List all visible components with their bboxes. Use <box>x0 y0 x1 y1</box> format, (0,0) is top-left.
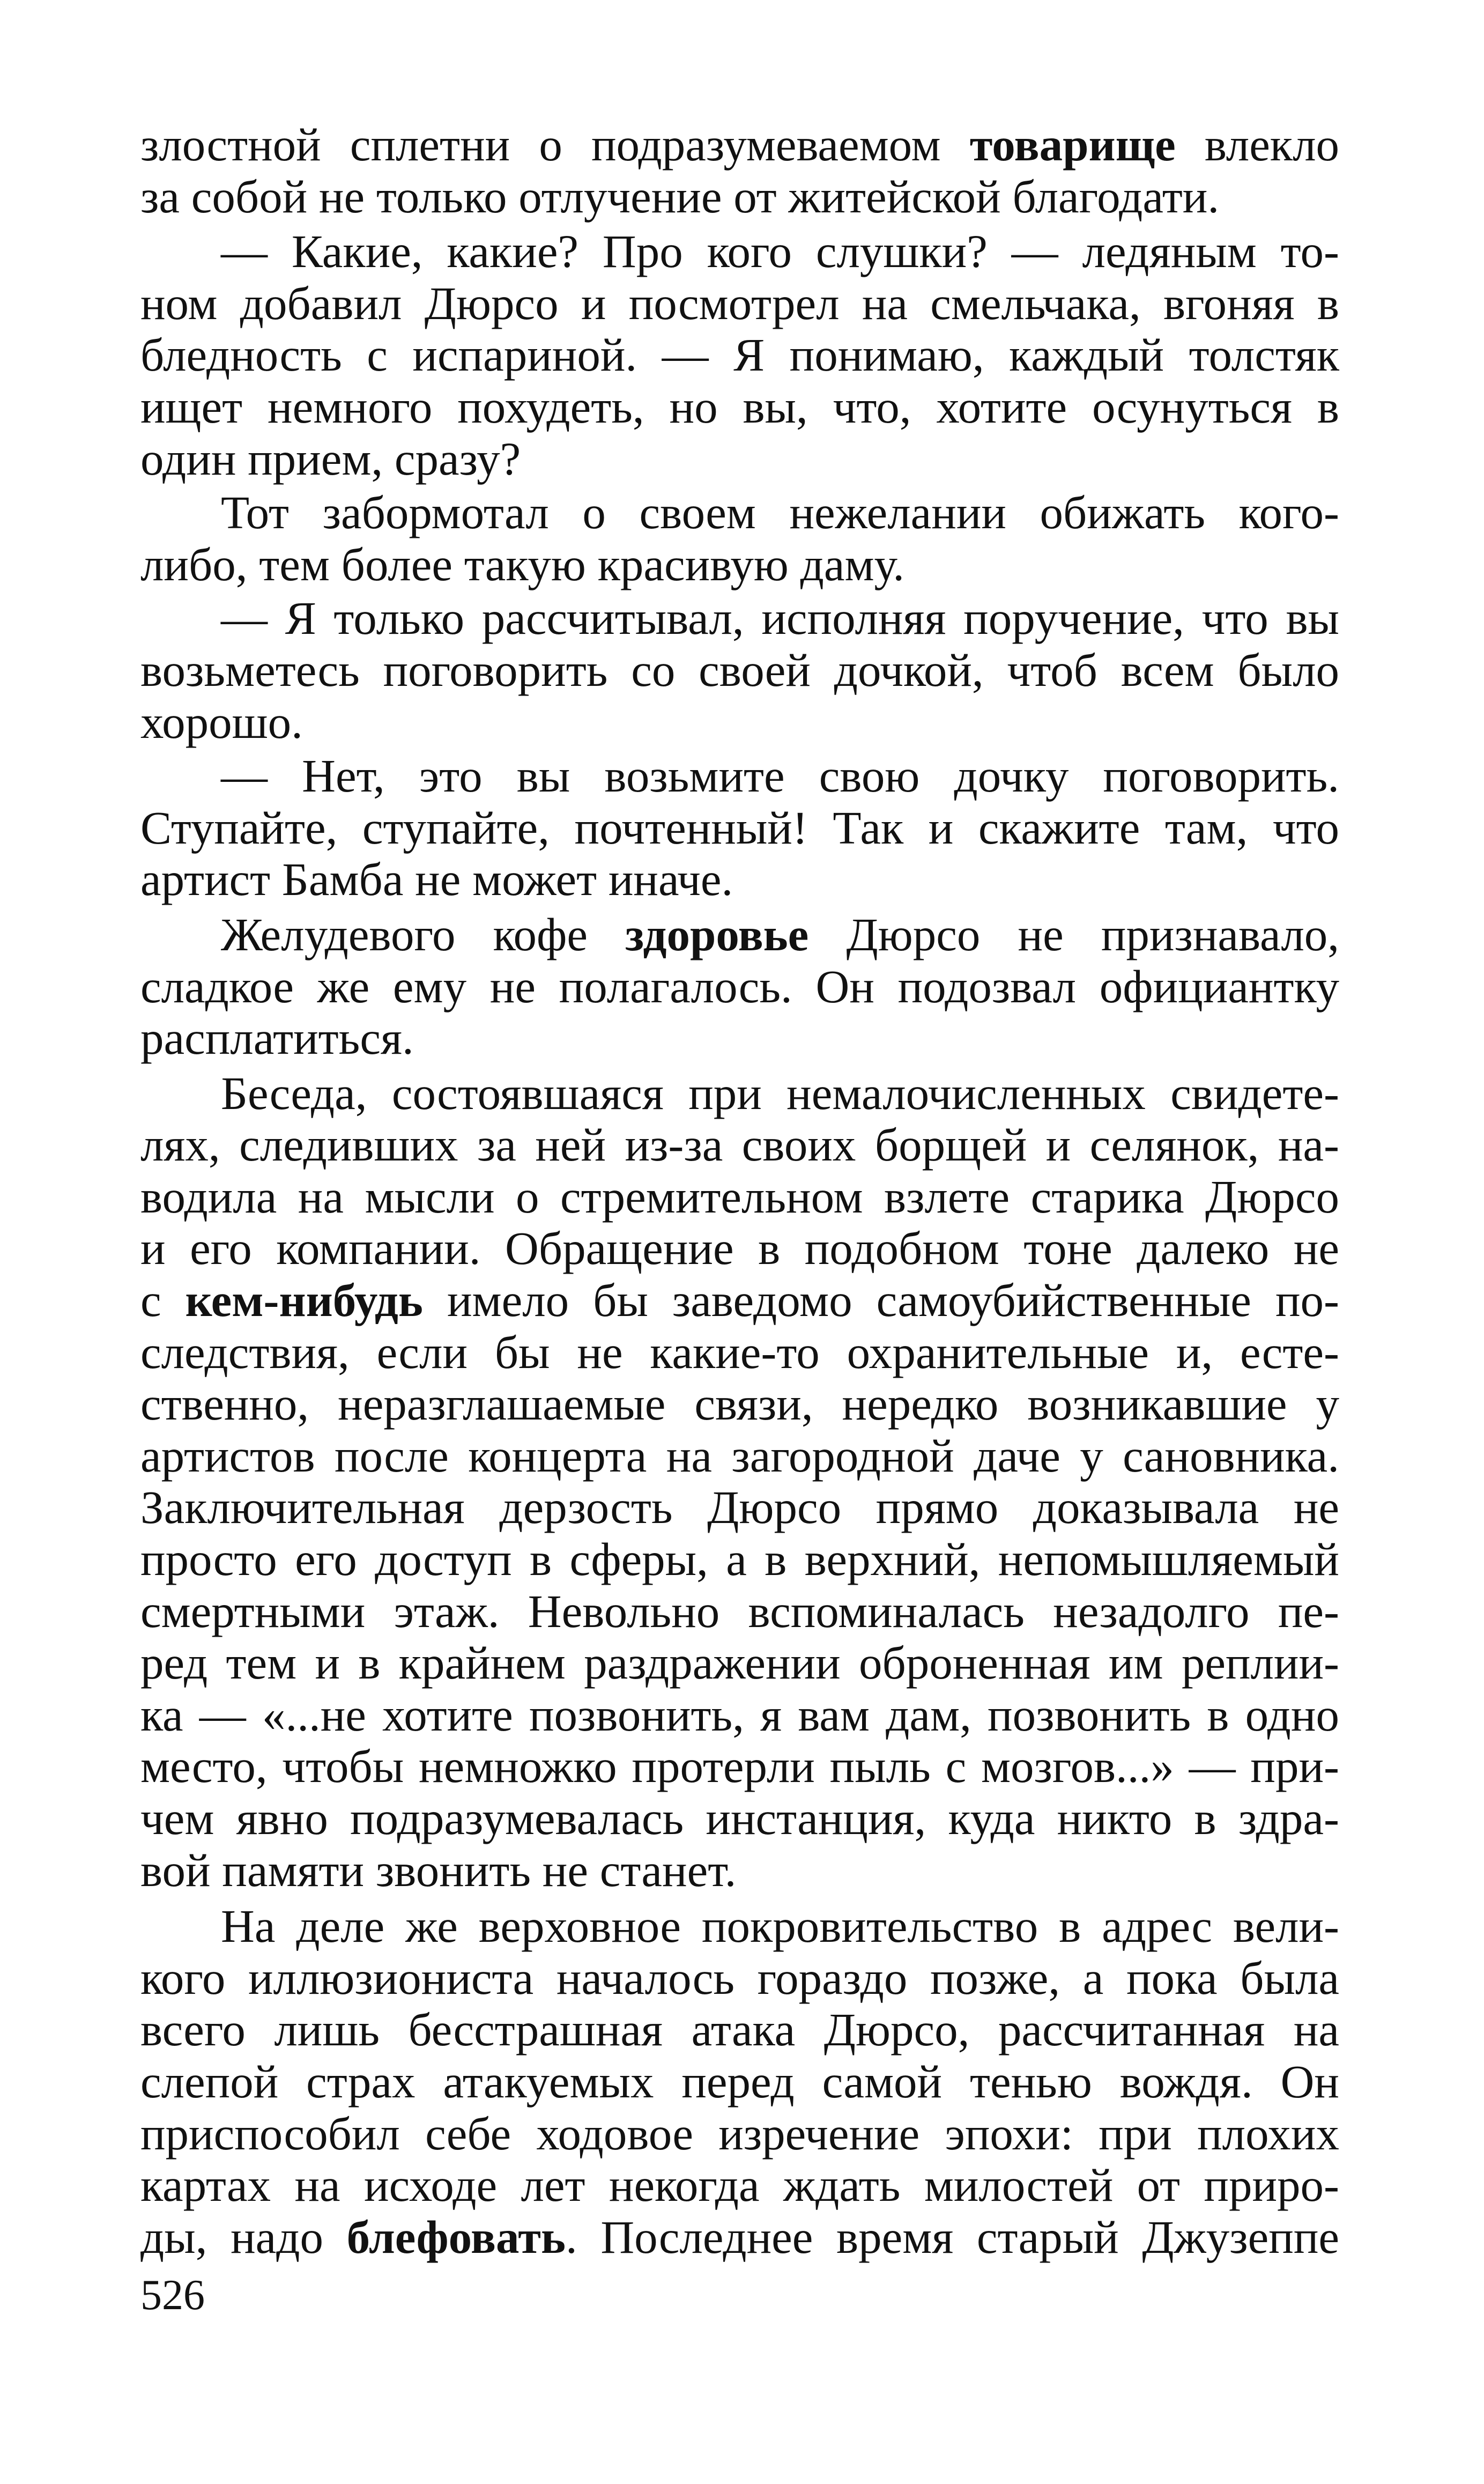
text-line <box>140 1171 1339 1223</box>
text-line <box>140 1534 1339 1586</box>
paragraph <box>140 750 1339 906</box>
bold-term: товарище <box>969 119 1176 171</box>
bold-term: здоровье <box>625 908 809 960</box>
text-run: смертными этаж. Невольно вспоминалась незадолго пе- <box>140 1585 1339 1637</box>
page-text <box>140 119 1339 2263</box>
text-run: за собой не только отлучение от житейской благодати. <box>140 170 1220 223</box>
text-line <box>140 381 1339 433</box>
text-line <box>140 1901 1339 1953</box>
text-line <box>140 2160 1339 2212</box>
text-run: — Я только рассчитывал, исполняя поручение, что вы <box>221 592 1339 645</box>
bold-term: кем-нибудь <box>185 1274 423 1327</box>
text-line <box>140 1689 1339 1741</box>
text-run: Тот забормотал о своем нежелании обижать кого- <box>221 486 1339 539</box>
paragraph <box>140 119 1339 223</box>
text-run: место, чтобы немножко протерли пыль с мозгов...» — при- <box>140 1740 1339 1793</box>
text-line <box>140 1119 1339 1171</box>
text-run: расплатиться. <box>140 1012 414 1064</box>
text-run: всего лишь бесстрашная атака Дюрсо, рассчитанная на <box>140 2004 1339 2056</box>
text-run: Ступайте, ступайте, почтенный! Так и скажите там, что <box>140 801 1339 854</box>
text-line <box>140 487 1339 539</box>
text-run: лях, следивших за ней из-за своих борщей и селянок, на- <box>140 1119 1339 1171</box>
text-run: слепой страх атакуемых перед самой тенью вождя. Он <box>140 2055 1339 2108</box>
text-line <box>140 1741 1339 1793</box>
text-run: ищет немного похудеть, но вы, что, хотите осунуться в <box>140 380 1339 433</box>
paragraph <box>140 487 1339 590</box>
text-run: имело бы заведомо самоубийственные по- <box>422 1274 1339 1327</box>
text-line <box>140 1275 1339 1327</box>
text-run: сладкое же ему не полагалось. Он подозвал официантку <box>140 960 1339 1012</box>
text-run: . Последнее время старый Джузеппе <box>565 2211 1339 2263</box>
text-run: картах на исходе лет некогда ждать милостей от приро- <box>140 2159 1339 2212</box>
text-run: хорошо. <box>140 696 303 748</box>
text-line <box>140 909 1339 961</box>
text-run: ред тем и в крайнем раздражении оброненная им реплии- <box>140 1637 1339 1689</box>
text-line <box>140 1378 1339 1430</box>
text-run: следствия, если бы не какие-то охранительные и, есте- <box>140 1326 1339 1378</box>
text-run: просто его доступ в сферы, а в верхний, непомышляемый <box>140 1533 1339 1586</box>
text-run: Желудевого кофе <box>221 908 626 960</box>
text-line <box>140 645 1339 697</box>
text-run: возьметесь поговорить со своей дочкой, чтоб всем было <box>140 644 1339 696</box>
page-number: 526 <box>140 2272 205 2319</box>
text-run: артист Бамба не может иначе. <box>140 853 733 906</box>
text-run: — Какие, какие? Про кого слушки? — ледяным то- <box>221 225 1339 278</box>
text-line <box>140 593 1339 645</box>
text-run: Заключительная дерзость Дюрсо прямо доказывала не <box>140 1481 1339 1534</box>
paragraph <box>140 593 1339 748</box>
text-line <box>140 539 1339 591</box>
text-run: ка — «...не хотите позвонить, я вам дам, позвонить в одно <box>140 1688 1339 1741</box>
text-line <box>140 2212 1339 2264</box>
text-run: Дюрсо не признавало, <box>808 908 1339 960</box>
text-line <box>140 2108 1339 2160</box>
text-line <box>140 1012 1339 1064</box>
text-run: и его компании. Обращение в подобном тоне далеко не <box>140 1222 1339 1275</box>
text-line <box>140 1953 1339 2005</box>
text-line <box>140 697 1339 749</box>
text-run: Беседа, состоявшаяся при немалочисленных свидете- <box>221 1067 1339 1119</box>
text-run: чем явно подразумевалась инстанция, куда никто в здра- <box>140 1792 1339 1844</box>
text-line <box>140 1482 1339 1534</box>
text-line <box>140 802 1339 854</box>
text-line <box>140 1637 1339 1689</box>
text-run: влекло <box>1175 119 1339 171</box>
text-run: либо, тем более такую красивую даму. <box>140 538 905 590</box>
text-run: — Нет, это вы возьмите свою дочку поговорить. <box>221 750 1339 802</box>
text-line <box>140 119 1339 171</box>
bold-term: блефовать <box>346 2211 566 2263</box>
text-run: ды, надо <box>140 2211 347 2263</box>
text-run: вой памяти звонить не станет. <box>140 1844 737 1896</box>
text-run: кого иллюзиониста началось гораздо позже, а пока была <box>140 1951 1339 2004</box>
text-line <box>140 1430 1339 1482</box>
text-line <box>140 2056 1339 2108</box>
text-line <box>140 329 1339 381</box>
text-line <box>140 278 1339 330</box>
text-line <box>140 750 1339 802</box>
text-run: один прием, сразу? <box>140 432 521 485</box>
paragraph <box>140 909 1339 1064</box>
text-run: приспособил себе ходовое изречение эпохи: при плохих <box>140 2107 1339 2160</box>
text-line <box>140 1327 1339 1379</box>
text-run: бледность с испариной. — Я понимаю, каждый толстяк <box>140 329 1339 381</box>
text-line <box>140 1223 1339 1275</box>
text-line <box>140 961 1339 1013</box>
text-run: ном добавил Дюрсо и посмотрел на смельчака, вгоняя в <box>140 277 1339 329</box>
paragraph <box>140 226 1339 485</box>
text-run: артистов после концерта на загородной даче у сановника. <box>140 1429 1339 1482</box>
text-run: водила на мысли о стремительном взлете старика Дюрсо <box>140 1170 1339 1223</box>
text-run: с <box>140 1274 186 1327</box>
text-line <box>140 1586 1339 1638</box>
text-line <box>140 1068 1339 1120</box>
text-line <box>140 171 1339 223</box>
text-run: ственно, неразглашаемые связи, нередко возникавшие у <box>140 1378 1339 1430</box>
text-run: злостной сплетни о подразумеваемом <box>140 119 970 171</box>
text-line <box>140 433 1339 485</box>
paragraph <box>140 1901 1339 2263</box>
text-line <box>140 1845 1339 1897</box>
text-line <box>140 854 1339 906</box>
paragraph <box>140 1068 1339 1897</box>
text-line <box>140 226 1339 278</box>
text-run: На деле же верховное покровительство в адрес вели- <box>221 1900 1339 1953</box>
text-line <box>140 1793 1339 1845</box>
text-line <box>140 2004 1339 2056</box>
